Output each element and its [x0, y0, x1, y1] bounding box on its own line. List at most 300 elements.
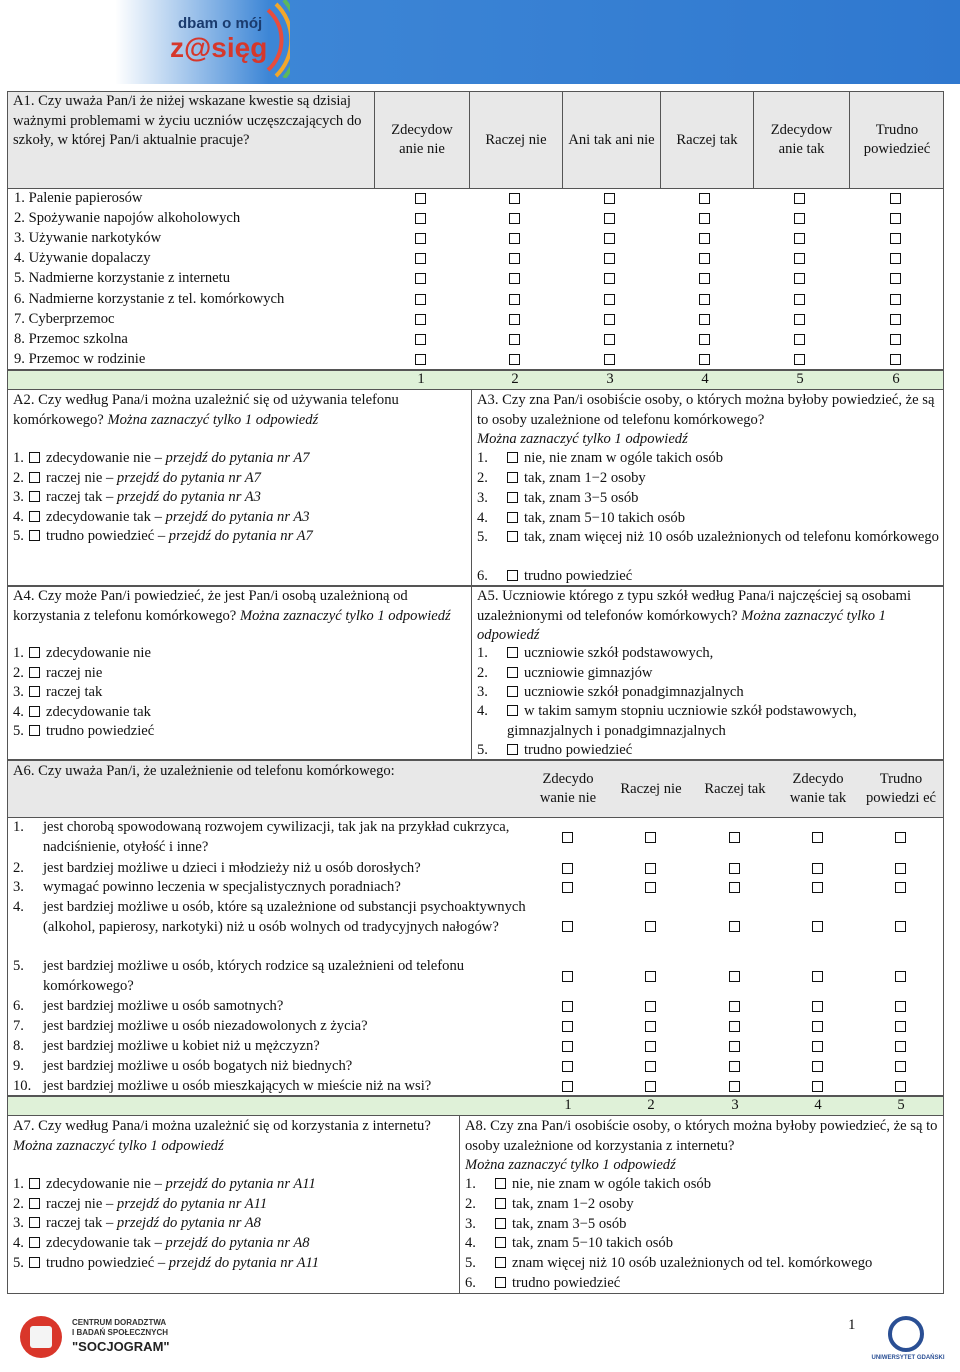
- a6-answer-checkbox[interactable]: [895, 1001, 906, 1012]
- a4-option-number: 5.: [13, 723, 24, 739]
- a6-answer-code: 2: [647, 1097, 655, 1113]
- a7-instruction: Można zaznaczyć tylko 1 odpowiedź: [13, 1137, 224, 1154]
- a1-scale-header: Raczej tak: [660, 92, 753, 188]
- a6-item-number: 9.: [13, 1058, 24, 1074]
- ug-logo: [868, 1316, 948, 1366]
- a8-option-checkbox[interactable]: [495, 1218, 506, 1229]
- a3-option-number: 3.: [477, 490, 488, 506]
- a5-option-checkbox[interactable]: [507, 667, 518, 678]
- a3-option-checkbox[interactable]: [507, 531, 518, 542]
- a6-item-number: 8.: [13, 1038, 24, 1054]
- a7-option-route: – przejdź do pytania nr A11: [157, 1254, 320, 1271]
- a6-answer-code: 1: [564, 1097, 572, 1113]
- a6-scale-header: Zdecydo wanie nie: [539, 771, 597, 806]
- a1-answer-checkbox[interactable]: [794, 193, 805, 204]
- a4-option-checkbox[interactable]: [29, 647, 40, 658]
- a7-option-route: – przejdź do pytania nr A8: [105, 1215, 261, 1232]
- a6-answer-checkbox[interactable]: [562, 1021, 573, 1032]
- a4-option[interactable]: [13, 664, 463, 684]
- a1-answer-checkbox[interactable]: [794, 273, 805, 284]
- a6-answer-checkbox[interactable]: [812, 1001, 823, 1012]
- a6-item-number: 5.: [13, 958, 24, 974]
- a2-option[interactable]: [13, 469, 463, 489]
- a1-item-label: 6. Nadmierne korzystanie z tel. komórkowych: [14, 290, 285, 307]
- a6-answer-checkbox[interactable]: [895, 1021, 906, 1032]
- a1-answer-code: 1: [417, 371, 425, 387]
- a6-item-label: jest bardziej możliwe u osób bogatych niż biednych?: [43, 1058, 353, 1074]
- a8-option[interactable]: [465, 1234, 939, 1254]
- a1-answer-code: 2: [511, 371, 519, 387]
- a7-option-label: raczej tak: [46, 1215, 103, 1232]
- a6-item-label: jest chorobą spowodowaną rozwojem cywilizacji, tak jak na przykład cukrzyca, nadciśnienie, otyłość i inne?: [43, 819, 510, 855]
- a1-answer-checkbox[interactable]: [699, 253, 710, 264]
- a1-answer-code: 4: [701, 371, 709, 387]
- a6-answer-checkbox[interactable]: [562, 863, 573, 874]
- a3-option-label: tak, znam więcej niż 10 osób uzależnionych od telefonu komórkowego: [524, 529, 939, 545]
- a7-option[interactable]: [13, 1175, 453, 1195]
- a1-item-label: 9. Przemoc w rodzinie: [14, 350, 146, 367]
- a6-answer-checkbox[interactable]: [812, 921, 823, 932]
- a3-option-checkbox[interactable]: [507, 512, 518, 523]
- a7-option-number: 2.: [13, 1195, 24, 1212]
- a6-item-label: jest bardziej możliwe u dzieci i młodzieży niż u osób dorosłych?: [43, 860, 421, 876]
- a7-option-number: 1.: [13, 1176, 24, 1192]
- a1-answer-checkbox[interactable]: [794, 294, 805, 305]
- a4-option-label: zdecydowanie nie: [46, 645, 151, 661]
- a3-option-label: trudno powiedzieć: [524, 568, 633, 584]
- a6-answer-checkbox[interactable]: [562, 1061, 573, 1072]
- a6-item-label: jest bardziej możliwe u osób, których rodzice są uzależnieni od telefonu komórkowego?: [43, 958, 465, 994]
- a4-question: [13, 587, 465, 626]
- a1-answer-checkbox[interactable]: [699, 314, 710, 325]
- a6-scale-header: Trudno powiedzi eć: [865, 771, 937, 806]
- a7-option-route: – przejdź do pytania nr A8: [154, 1235, 310, 1252]
- a6-answer-checkbox[interactable]: [895, 921, 906, 932]
- a5-instruction: Można zaznaczyć tylko 1 odpowiedź: [477, 607, 886, 643]
- a7-option[interactable]: [13, 1195, 453, 1215]
- a6-answer-checkbox[interactable]: [645, 971, 656, 982]
- a6-item: [13, 1017, 533, 1037]
- a5-option-checkbox[interactable]: [507, 686, 518, 697]
- a6-item-number: 7.: [13, 1018, 24, 1034]
- a7-option-checkbox[interactable]: [29, 1237, 40, 1248]
- a8-option-prefix: znam więcej niż 10: [512, 1255, 626, 1271]
- a7-option-label: trudno powiedzieć: [46, 1254, 155, 1271]
- a1-scale-header: Zdecydow anie tak: [753, 92, 849, 188]
- a6-answer-checkbox[interactable]: [645, 921, 656, 932]
- a3-option-number: 4.: [477, 510, 488, 526]
- a6-answer-checkbox[interactable]: [895, 832, 906, 843]
- a1-answer-checkbox[interactable]: [415, 334, 426, 345]
- a6-item-label: jest bardziej możliwe u osób niezadowolonych z życia?: [43, 1018, 368, 1034]
- a3-option[interactable]: [477, 449, 939, 469]
- a1-answer-checkbox[interactable]: [415, 193, 426, 204]
- a8-option-number: 1.: [465, 1176, 476, 1192]
- a3-instruction: Można zaznaczyć tylko 1 odpowiedź: [477, 431, 688, 447]
- a7-option-number: 4.: [13, 1235, 24, 1252]
- a2-option[interactable]: [13, 488, 463, 508]
- a8-option-number: 4.: [465, 1235, 476, 1251]
- a6-answer-checkbox[interactable]: [645, 1081, 656, 1092]
- socjogram-line2: I BADAŃ SPOŁECZNYCH: [72, 1328, 169, 1337]
- a2-option-checkbox[interactable]: [29, 491, 40, 502]
- a1-answer-code: 6: [892, 371, 900, 387]
- a1-answer-checkbox[interactable]: [890, 193, 901, 204]
- a3-option-number: 2.: [477, 470, 488, 486]
- a8-option[interactable]: [465, 1274, 939, 1294]
- a3-option-number: 5.: [477, 529, 488, 545]
- a2-option-label: zdecydowanie nie: [46, 450, 151, 466]
- a6-item-label: wymagać powinno leczenia w specjalistycznych poradniach?: [43, 879, 401, 895]
- a5-option-checkbox[interactable]: [507, 744, 518, 755]
- a1-answer-checkbox[interactable]: [509, 314, 520, 325]
- a1-answer-checkbox[interactable]: [509, 233, 520, 244]
- a1-answer-checkbox[interactable]: [890, 334, 901, 345]
- a7-option-number: 3.: [13, 1215, 24, 1232]
- a6-answer-checkbox[interactable]: [562, 1081, 573, 1092]
- a1-answer-checkbox[interactable]: [794, 314, 805, 325]
- a7-option-checkbox[interactable]: [29, 1257, 40, 1268]
- a1-answer-checkbox[interactable]: [415, 294, 426, 305]
- a3-option-checkbox[interactable]: [507, 492, 518, 503]
- a1-answer-checkbox[interactable]: [794, 213, 805, 224]
- a2-option[interactable]: [13, 508, 463, 528]
- socjogram-logo: [20, 1316, 240, 1362]
- a8-option-number: 6.: [465, 1275, 476, 1291]
- a7-option-checkbox[interactable]: [29, 1178, 40, 1189]
- a7-option-number: 5.: [13, 1254, 24, 1271]
- a2-option-checkbox[interactable]: [29, 472, 40, 483]
- a1-answer-checkbox[interactable]: [604, 193, 615, 204]
- a1-answer-checkbox[interactable]: [509, 273, 520, 284]
- a1-scale-header: Zdecydow anie nie: [374, 92, 469, 188]
- a6-answer-checkbox[interactable]: [645, 1001, 656, 1012]
- a7-option[interactable]: [13, 1214, 453, 1234]
- a2-option-label: raczej nie: [46, 469, 103, 486]
- a1-item-label: 5. Nadmierne korzystanie z internetu: [14, 270, 230, 287]
- a8-option-checkbox[interactable]: [495, 1178, 506, 1189]
- a1-answer-checkbox[interactable]: [415, 273, 426, 284]
- a6-answer-checkbox[interactable]: [895, 971, 906, 982]
- a6-answer-checkbox[interactable]: [812, 971, 823, 982]
- a1-item-label: 8. Przemoc szkolna: [14, 330, 128, 347]
- logo-line1: dbam o mój: [178, 15, 263, 32]
- a1-answer-checkbox[interactable]: [794, 334, 805, 345]
- a6-item: [13, 898, 533, 937]
- a4-option-checkbox[interactable]: [29, 725, 40, 736]
- a1-answer-checkbox[interactable]: [604, 334, 615, 345]
- a8-option-checkbox[interactable]: [495, 1277, 506, 1288]
- socjogram-line3: "SOCJOGRAM": [72, 1339, 170, 1354]
- a6-answer-checkbox[interactable]: [729, 832, 740, 843]
- a4-option-label: trudno powiedzieć: [46, 723, 155, 739]
- a6-answer-checkbox[interactable]: [895, 1081, 906, 1092]
- a6-answer-checkbox[interactable]: [729, 1041, 740, 1052]
- a1-scale-header: Ani tak ani nie: [562, 92, 660, 188]
- a6-answer-checkbox[interactable]: [812, 1061, 823, 1072]
- a8-option-label: osób uzależnionych od tel. komórkowego: [628, 1255, 873, 1271]
- a1-answer-checkbox[interactable]: [890, 273, 901, 284]
- a5-option-checkbox[interactable]: [507, 705, 518, 716]
- a6-answer-checkbox[interactable]: [729, 921, 740, 932]
- a6-answer-checkbox[interactable]: [729, 863, 740, 874]
- a8-option-number: 5.: [465, 1255, 476, 1271]
- a7-option-route: – przejdź do pytania nr A11: [105, 1195, 268, 1212]
- a7-question-text: A7. Czy według Pana/i można uzależnić się od korzystania z internetu?: [13, 1118, 431, 1134]
- a3-option-label: tak, znam 5−10 takich osób: [524, 510, 686, 526]
- a5-option[interactable]: [477, 741, 939, 761]
- a6-answer-checkbox[interactable]: [729, 1081, 740, 1092]
- a6-answer-checkbox[interactable]: [895, 882, 906, 893]
- a6-answer-checkbox[interactable]: [562, 882, 573, 893]
- a6-item-number: 10.: [13, 1078, 32, 1094]
- a6-item-number: 2.: [13, 860, 24, 876]
- a6-answer-checkbox[interactable]: [812, 863, 823, 874]
- ug-name: UNIWERSYTET GDAŃSKI: [871, 1355, 945, 1361]
- a1-answer-code: 5: [796, 371, 804, 387]
- a1-scale-header: Raczej nie: [469, 92, 562, 188]
- a3-option-checkbox[interactable]: [507, 452, 518, 463]
- a1-answer-checkbox[interactable]: [699, 354, 710, 365]
- a1-answer-checkbox[interactable]: [699, 294, 710, 305]
- a5-option-label: uczniowie szkół podstawowych,: [524, 645, 714, 661]
- a6-answer-checkbox[interactable]: [562, 1001, 573, 1012]
- a1-answer-checkbox[interactable]: [415, 354, 426, 365]
- a2-option-route: – przejdź do pytania nr A3: [154, 508, 310, 525]
- a1-answer-checkbox[interactable]: [604, 253, 615, 264]
- project-logo: [150, 0, 290, 78]
- a1-answer-checkbox[interactable]: [699, 233, 710, 244]
- a1-answer-checkbox[interactable]: [890, 233, 901, 244]
- a3-option[interactable]: [477, 528, 939, 548]
- a1-answer-checkbox[interactable]: [890, 314, 901, 325]
- a6-answer-code: 4: [814, 1097, 822, 1113]
- a4-option-checkbox[interactable]: [29, 706, 40, 717]
- a7-option-checkbox[interactable]: [29, 1217, 40, 1228]
- a8-option-number: 3.: [465, 1216, 476, 1232]
- a1-answer-checkbox[interactable]: [415, 213, 426, 224]
- a6-item: [13, 878, 533, 898]
- a6-question: A6. Czy uważa Pan/i, że uzależnienie od telefonu komórkowego:: [13, 763, 395, 779]
- a1-answer-checkbox[interactable]: [794, 253, 805, 264]
- a8-instruction: Można zaznaczyć tylko 1 odpowiedź: [465, 1157, 676, 1173]
- a2-option-number: 5.: [13, 528, 24, 545]
- a6-answer-checkbox[interactable]: [562, 832, 573, 843]
- a2-instruction: Można zaznaczyć tylko 1 odpowiedź: [107, 411, 319, 428]
- a1-answer-checkbox[interactable]: [604, 233, 615, 244]
- a8-option-checkbox[interactable]: [495, 1257, 506, 1268]
- a3-option[interactable]: [477, 469, 939, 489]
- a1-answer-checkbox[interactable]: [890, 294, 901, 305]
- a2-option-route: – przejdź do pytania nr A3: [105, 489, 261, 506]
- a6-answer-checkbox[interactable]: [895, 1041, 906, 1052]
- a6-item-label: jest bardziej możliwe u osób, które są uzależnione od substancji psychoaktywnych (alkohol, papierosy, narkotyki) niż u osób wolnych od tradycyjnych nałogów?: [43, 899, 526, 935]
- a1-answer-checkbox[interactable]: [890, 253, 901, 264]
- a5-option-number: 2.: [477, 665, 488, 681]
- a6-answer-checkbox[interactable]: [645, 1021, 656, 1032]
- a6-item-label: jest bardziej możliwe u osób samotnych?: [43, 998, 284, 1014]
- a1-answer-checkbox[interactable]: [415, 233, 426, 244]
- a8-option[interactable]: [465, 1254, 939, 1274]
- a8-option-checkbox[interactable]: [495, 1198, 506, 1209]
- a6-item: [13, 1077, 533, 1097]
- a1-answer-checkbox[interactable]: [699, 334, 710, 345]
- a5-option[interactable]: [477, 702, 939, 741]
- a6-answer-checkbox[interactable]: [562, 971, 573, 982]
- a1-answer-checkbox[interactable]: [699, 193, 710, 204]
- a8-option[interactable]: [465, 1215, 939, 1235]
- a6-item: [13, 1037, 533, 1057]
- a2-option[interactable]: [13, 527, 463, 547]
- a6-item-label: jest bardziej możliwe u kobiet niż u mężczyzn?: [43, 1038, 320, 1054]
- a8-option[interactable]: [465, 1175, 939, 1195]
- a5-option-number: 3.: [477, 684, 488, 700]
- a4-option[interactable]: [13, 644, 463, 664]
- a2-option-checkbox[interactable]: [29, 511, 40, 522]
- a7-option[interactable]: [13, 1254, 453, 1274]
- a7-option-label: zdecydowanie tak: [46, 1235, 151, 1252]
- a7-option[interactable]: [13, 1234, 453, 1254]
- a1-answer-checkbox[interactable]: [509, 193, 520, 204]
- a6-item-number: 6.: [13, 998, 24, 1014]
- a5-option[interactable]: [477, 644, 939, 664]
- a6-answer-checkbox[interactable]: [645, 1061, 656, 1072]
- a8-option-number: 2.: [465, 1196, 476, 1212]
- a4-option-number: 4.: [13, 703, 24, 720]
- a6-answer-checkbox[interactable]: [645, 882, 656, 893]
- a6-answer-checkbox[interactable]: [729, 882, 740, 893]
- a6-answer-checkbox[interactable]: [812, 1041, 823, 1052]
- a6-answer-checkbox[interactable]: [729, 971, 740, 982]
- a5-option-number: 4.: [477, 703, 488, 719]
- a1-item-label: 3. Używanie narkotyków: [14, 230, 162, 247]
- a3-option-label: tak, znam 3−5 osób: [524, 490, 639, 506]
- a3-option[interactable]: [477, 567, 939, 587]
- a5-question: [477, 587, 939, 646]
- a1-item-label: 4. Używanie dopalaczy: [14, 250, 151, 267]
- a4-option-number: 1.: [13, 645, 24, 661]
- a7-option-label: raczej nie: [46, 1195, 103, 1212]
- a1-answer-checkbox[interactable]: [604, 354, 615, 365]
- a6-answer-checkbox[interactable]: [812, 1021, 823, 1032]
- a6-scale-header: Zdecydo wanie tak: [789, 771, 847, 806]
- a2-option[interactable]: [13, 449, 463, 469]
- a1-answer-checkbox[interactable]: [699, 213, 710, 224]
- a5-option-label: uczniowie gimnazjów: [524, 665, 653, 681]
- a6-answer-checkbox[interactable]: [645, 832, 656, 843]
- a1-answer-checkbox[interactable]: [604, 273, 615, 284]
- a2-option-label: trudno powiedzieć: [46, 528, 155, 545]
- a6-item: [13, 997, 533, 1017]
- a6-answer-checkbox[interactable]: [562, 1041, 573, 1052]
- a2-option-checkbox[interactable]: [29, 530, 40, 541]
- a3-option[interactable]: [477, 489, 939, 509]
- a5-option[interactable]: [477, 683, 939, 703]
- a1-answer-checkbox[interactable]: [604, 294, 615, 305]
- a6-answer-checkbox[interactable]: [729, 1021, 740, 1032]
- a7-option-label: zdecydowanie nie: [46, 1176, 151, 1192]
- a1-answer-checkbox[interactable]: [890, 213, 901, 224]
- a6-item-label: jest bardziej możliwe u osób mieszkających w mieście niż na wsi?: [43, 1078, 432, 1094]
- a1-answer-checkbox[interactable]: [699, 273, 710, 284]
- a6-answer-checkbox[interactable]: [729, 1001, 740, 1012]
- a1-answer-checkbox[interactable]: [794, 354, 805, 365]
- a6-answer-checkbox[interactable]: [729, 1061, 740, 1072]
- a6-item: [13, 818, 533, 857]
- a1-answer-checkbox[interactable]: [415, 314, 426, 325]
- a1-answer-code: 3: [606, 371, 614, 387]
- a4-option[interactable]: [13, 722, 463, 742]
- a6-answer-checkbox[interactable]: [645, 1041, 656, 1052]
- a5-question-text: A5. Uczniowie którego z typu szkół według Pana/i najczęściej są osobami uzależnionymi od telefonów komórkowych?: [477, 588, 912, 624]
- a1-answer-checkbox[interactable]: [415, 253, 426, 264]
- a3-option-checkbox[interactable]: [507, 472, 518, 483]
- a3-option-number: 1.: [477, 450, 488, 466]
- a8-option-checkbox[interactable]: [495, 1237, 506, 1248]
- a1-answer-checkbox[interactable]: [890, 354, 901, 365]
- a5-option[interactable]: [477, 664, 939, 684]
- a4-option[interactable]: [13, 683, 463, 703]
- a2-option-label: zdecydowanie tak: [46, 508, 151, 525]
- a4-option-label: raczej nie: [46, 664, 103, 681]
- a7-option-route: – przejdź do pytania nr A11: [154, 1176, 316, 1192]
- a5-option-label: w takim samym stopniu uczniowie szkół podstawowych, gimnazjalnych i ponadgimnazjalnych: [507, 703, 857, 739]
- a1-scale-header: Trudno powiedzieć: [849, 92, 944, 188]
- a4-option[interactable]: [13, 703, 463, 723]
- a8-option[interactable]: [465, 1195, 939, 1215]
- a1-answer-checkbox[interactable]: [509, 253, 520, 264]
- a1-answer-checkbox[interactable]: [509, 294, 520, 305]
- a6-answer-checkbox[interactable]: [645, 863, 656, 874]
- a8-question-text: A8. Czy zna Pan/i osobiście osoby, o których można byłoby powiedzieć, że są to osoby uzależnione od korzystania z internetu?: [465, 1118, 938, 1154]
- a1-answer-checkbox[interactable]: [509, 334, 520, 345]
- a4-option-checkbox[interactable]: [29, 667, 40, 678]
- a6-answer-checkbox[interactable]: [562, 921, 573, 932]
- a2-option-number: 1.: [13, 450, 24, 466]
- a6-item-number: 1.: [13, 819, 24, 835]
- a6-answer-checkbox[interactable]: [812, 832, 823, 843]
- a3-option[interactable]: [477, 509, 939, 529]
- a6-answer-code: 5: [897, 1097, 905, 1113]
- a8-option-label: tak, znam 5−10 takich osób: [512, 1235, 674, 1251]
- a6-answer-checkbox[interactable]: [812, 1081, 823, 1092]
- a2-option-label: raczej tak: [46, 489, 103, 506]
- a2-option-checkbox[interactable]: [29, 452, 40, 463]
- a4-option-checkbox[interactable]: [29, 686, 40, 697]
- a7-option-checkbox[interactable]: [29, 1198, 40, 1209]
- a1-answer-checkbox[interactable]: [604, 314, 615, 325]
- a6-scale-header: Raczej nie: [620, 780, 682, 797]
- page-number: 1: [848, 1317, 856, 1333]
- a6-item: [13, 1057, 533, 1077]
- a3-option-checkbox[interactable]: [507, 570, 518, 581]
- a1-answer-checkbox[interactable]: [794, 233, 805, 244]
- a6-answer-checkbox[interactable]: [812, 882, 823, 893]
- a5-option-label: uczniowie szkół ponadgimnazjalnych: [524, 684, 744, 700]
- a1-answer-checkbox[interactable]: [604, 213, 615, 224]
- a1-answer-checkbox[interactable]: [509, 213, 520, 224]
- a6-item: [13, 957, 533, 996]
- a2-option-number: 4.: [13, 508, 24, 525]
- a1-answer-checkbox[interactable]: [509, 354, 520, 365]
- a8-question: [465, 1117, 939, 1176]
- a2-option-number: 2.: [13, 469, 24, 486]
- a2-option-number: 3.: [13, 489, 24, 506]
- a6-answer-code: 3: [731, 1097, 739, 1113]
- a6-answer-checkbox[interactable]: [895, 1061, 906, 1072]
- a6-answer-checkbox[interactable]: [895, 863, 906, 874]
- a5-option-checkbox[interactable]: [507, 647, 518, 658]
